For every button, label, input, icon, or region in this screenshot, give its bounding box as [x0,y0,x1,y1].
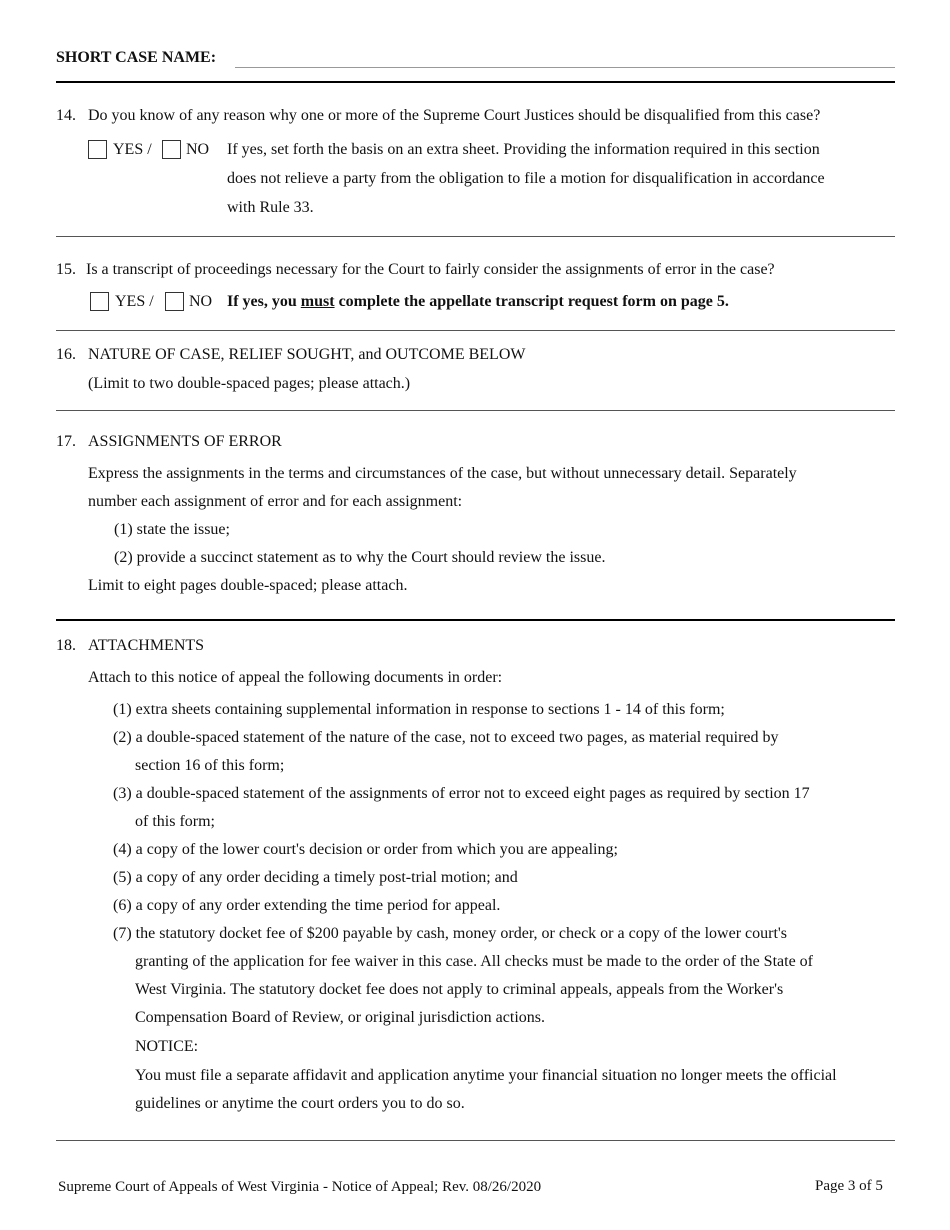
q18-notice-label: NOTICE: [135,1038,199,1055]
q18-item-7-cont: West Virginia. The statutory docket fee does not apply to criminal appeals, appeals from the Worker's [135,981,784,998]
q14-note-line: If yes, set forth the basis on an extra sheet. Providing the information required in this section [227,141,820,158]
section-divider [56,330,895,331]
q18-item-7: (7) the statutory docket fee of $200 payable by cash, money order, or check or a copy of the lower court's [113,925,787,942]
footer-form-title: Supreme Court of Appeals of West Virginia - Notice of Appeal; Rev. 08/26/2020 [58,1179,542,1195]
q18-item-5: (5) a copy of any order deciding a timely post-trial motion; and [113,869,518,886]
q18-item-3-cont: of this form; [135,813,215,830]
q14-number: 14. [56,107,76,124]
q18-item-2-cont: section 16 of this form; [135,757,285,774]
footer-page-number: Page 3 of 5 [815,1178,883,1194]
q14-no-checkbox[interactable] [162,140,181,159]
q18-intro: Attach to this notice of appeal the following documents in order: [88,669,503,686]
q18-notice-line: You must file a separate affidavit and application anytime your financial situation no longer meets the official [135,1067,837,1084]
header-divider [56,81,895,83]
q17-number: 17. [56,433,76,450]
q15-no-label: NO [189,293,213,310]
q14-note-line: does not relieve a party from the obligation to file a motion for disqualification in accordance [227,170,825,187]
q18-item-3: (3) a double-spaced statement of the assignments of error not to exceed eight pages as required by section 17 [113,785,810,802]
q18-item-7-cont: granting of the application for fee waiver in this case. All checks must be made to the order of the State of [135,953,813,970]
short-case-name-field[interactable] [235,67,895,68]
q14-yes-checkbox[interactable] [88,140,107,159]
q17-body-line: Express the assignments in the terms and circumstances of the case, but without unnecessary detail. Separately [88,465,797,482]
q15-yes-checkbox[interactable] [90,292,109,311]
q18-title: ATTACHMENTS [88,637,205,654]
q17-list-item: (1) state the issue; [114,521,230,538]
q18-item-2: (2) a double-spaced statement of the nature of the case, not to exceed two pages, as material required by [113,729,779,746]
q16-note: (Limit to two double-spaced pages; please attach.) [88,375,411,392]
section-divider [56,410,895,411]
q14-question: Do you know of any reason why one or more of the Supreme Court Justices should be disqualified from this case? [88,107,821,124]
q17-body-line: number each assignment of error and for each assignment: [88,493,463,510]
q18-item-6: (6) a copy of any order extending the time period for appeal. [113,897,501,914]
q15-must-emphasis: must [300,293,335,310]
q18-item-4: (4) a copy of the lower court's decision or order from which you are appealing; [113,841,618,858]
q16-title: NATURE OF CASE, RELIEF SOUGHT, and OUTCOME BELOW [88,346,526,363]
section-divider [56,236,895,237]
q15-no-checkbox[interactable] [165,292,184,311]
q17-title: ASSIGNMENTS OF ERROR [88,433,282,450]
q16-number: 16. [56,346,76,363]
q17-limit: Limit to eight pages double-spaced; please attach. [88,577,408,594]
q15-number: 15. [56,261,76,278]
footer-divider [56,1140,895,1141]
q14-yes-label: YES / [113,141,152,158]
q17-list-item: (2) provide a succinct statement as to why the Court should review the issue. [114,549,606,566]
q18-item-7-cont: Compensation Board of Review, or original jurisdiction actions. [135,1009,545,1026]
q18-item-1: (1) extra sheets containing supplemental information in response to sections 1 - 14 of this form; [113,701,725,718]
q15-question: Is a transcript of proceedings necessary for the Court to fairly consider the assignments of error in the case? [86,261,775,278]
q14-no-label: NO [186,141,210,158]
short-case-name-label: SHORT CASE NAME: [56,49,217,66]
q15-yes-label: YES / [115,293,154,310]
q14-note-line: with Rule 33. [227,199,314,216]
q15-transcript-note: If yes, you must complete the appellate transcript request form on page 5. [227,293,729,310]
section-divider-thick [56,619,895,621]
q18-notice-line: guidelines or anytime the court orders you to do so. [135,1095,465,1112]
q18-number: 18. [56,637,76,654]
